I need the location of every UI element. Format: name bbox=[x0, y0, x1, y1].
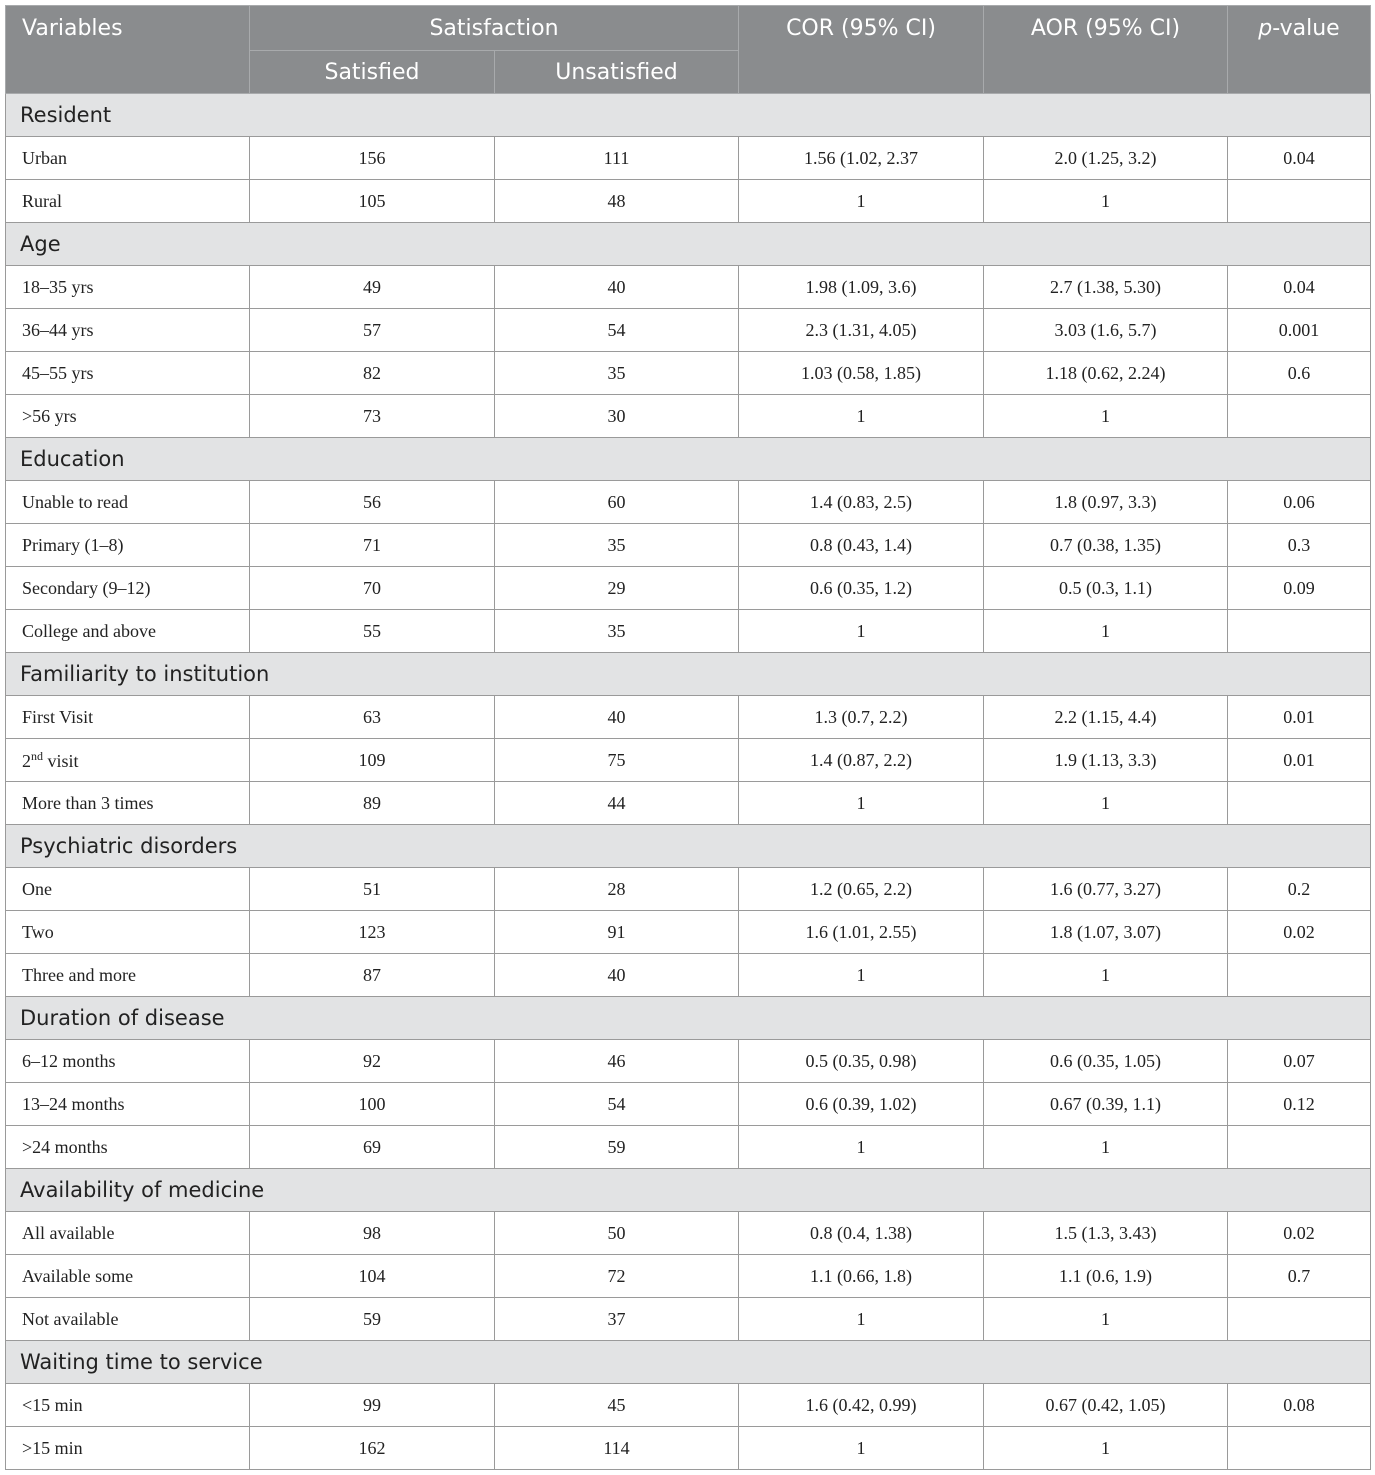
table-row bbox=[6, 352, 1371, 395]
p-value bbox=[1228, 1427, 1371, 1470]
row-label-suffix: visit bbox=[43, 750, 79, 771]
row-label-text: <15 min bbox=[22, 1394, 83, 1415]
unsatisfied-count: 35 bbox=[495, 610, 739, 653]
p-value: 0.07 bbox=[1228, 1040, 1371, 1083]
unsatisfied-count: 35 bbox=[495, 352, 739, 395]
row-label bbox=[6, 1427, 250, 1470]
aor-value: 1.9 (1.13, 3.3) bbox=[984, 739, 1228, 782]
unsatisfied-count: 30 bbox=[495, 395, 739, 438]
header-satisfaction: Satisfaction bbox=[250, 6, 739, 51]
p-value: 0.02 bbox=[1228, 1212, 1371, 1255]
p-value: 0.6 bbox=[1228, 352, 1371, 395]
row-label bbox=[6, 137, 250, 180]
table-row bbox=[6, 266, 1371, 309]
aor-value: 1 bbox=[984, 610, 1228, 653]
aor-value: 3.03 (1.6, 5.7) bbox=[984, 309, 1228, 352]
aor-value: 1.1 (0.6, 1.9) bbox=[984, 1255, 1228, 1298]
section-title: Psychiatric disorders bbox=[6, 825, 1371, 868]
aor-value: 1.18 (0.62, 2.24) bbox=[984, 352, 1228, 395]
table-row bbox=[6, 868, 1371, 911]
row-label bbox=[6, 610, 250, 653]
row-label-text: 6–12 months bbox=[22, 1050, 116, 1071]
section-row bbox=[6, 438, 1371, 481]
row-label-text: 2 bbox=[22, 750, 31, 771]
unsatisfied-count: 28 bbox=[495, 868, 739, 911]
cor-value: 1 bbox=[739, 610, 984, 653]
row-label-text: Primary (1–8) bbox=[22, 534, 124, 555]
aor-value: 0.7 (0.38, 1.35) bbox=[984, 524, 1228, 567]
table-row bbox=[6, 1126, 1371, 1169]
table-header bbox=[6, 6, 1371, 94]
p-value bbox=[1228, 954, 1371, 997]
unsatisfied-count: 35 bbox=[495, 524, 739, 567]
row-label-text: >56 yrs bbox=[22, 405, 77, 426]
unsatisfied-count: 37 bbox=[495, 1298, 739, 1341]
header-p-italic: p bbox=[1258, 16, 1273, 41]
unsatisfied-count: 111 bbox=[495, 137, 739, 180]
table-row bbox=[6, 395, 1371, 438]
aor-value: 1 bbox=[984, 1126, 1228, 1169]
section-title: Age bbox=[6, 223, 1371, 266]
row-label-text: Urban bbox=[22, 147, 67, 168]
row-label bbox=[6, 524, 250, 567]
p-value: 0.12 bbox=[1228, 1083, 1371, 1126]
section-row bbox=[6, 1341, 1371, 1384]
cor-value: 1 bbox=[739, 1427, 984, 1470]
satisfied-count: 71 bbox=[250, 524, 495, 567]
row-label bbox=[6, 782, 250, 825]
cor-value: 1 bbox=[739, 782, 984, 825]
satisfied-count: 73 bbox=[250, 395, 495, 438]
cor-value: 1.2 (0.65, 2.2) bbox=[739, 868, 984, 911]
row-label-text: 13–24 months bbox=[22, 1093, 125, 1114]
aor-value: 1.5 (1.3, 3.43) bbox=[984, 1212, 1228, 1255]
unsatisfied-count: 45 bbox=[495, 1384, 739, 1427]
aor-value: 1 bbox=[984, 1298, 1228, 1341]
satisfied-count: 162 bbox=[250, 1427, 495, 1470]
row-label bbox=[6, 868, 250, 911]
table-row bbox=[6, 137, 1371, 180]
row-label bbox=[6, 1212, 250, 1255]
cor-value: 1 bbox=[739, 180, 984, 223]
cor-value: 1.3 (0.7, 2.2) bbox=[739, 696, 984, 739]
satisfied-count: 98 bbox=[250, 1212, 495, 1255]
cor-value: 1.03 (0.58, 1.85) bbox=[739, 352, 984, 395]
p-value: 0.04 bbox=[1228, 137, 1371, 180]
table-row bbox=[6, 696, 1371, 739]
cor-value: 1.4 (0.87, 2.2) bbox=[739, 739, 984, 782]
satisfied-count: 89 bbox=[250, 782, 495, 825]
aor-value: 1 bbox=[984, 1427, 1228, 1470]
row-label bbox=[6, 395, 250, 438]
satisfied-count: 156 bbox=[250, 137, 495, 180]
unsatisfied-count: 75 bbox=[495, 739, 739, 782]
aor-value: 0.6 (0.35, 1.05) bbox=[984, 1040, 1228, 1083]
row-label bbox=[6, 696, 250, 739]
p-value: 0.2 bbox=[1228, 868, 1371, 911]
row-label-text: 18–35 yrs bbox=[22, 276, 94, 297]
p-value: 0.09 bbox=[1228, 567, 1371, 610]
row-label-text: College and above bbox=[22, 620, 156, 641]
row-label bbox=[6, 1255, 250, 1298]
cor-value: 0.6 (0.39, 1.02) bbox=[739, 1083, 984, 1126]
row-label bbox=[6, 1083, 250, 1126]
header-cor: COR (95% CI) bbox=[739, 6, 984, 94]
cor-value: 1 bbox=[739, 1126, 984, 1169]
p-value: 0.08 bbox=[1228, 1384, 1371, 1427]
row-label-text: 36–44 yrs bbox=[22, 319, 94, 340]
row-label bbox=[6, 954, 250, 997]
row-label bbox=[6, 266, 250, 309]
cor-value: 0.8 (0.43, 1.4) bbox=[739, 524, 984, 567]
row-label bbox=[6, 309, 250, 352]
aor-value: 2.2 (1.15, 4.4) bbox=[984, 696, 1228, 739]
aor-value: 1 bbox=[984, 782, 1228, 825]
row-label bbox=[6, 1040, 250, 1083]
p-value: 0.7 bbox=[1228, 1255, 1371, 1298]
table-row bbox=[6, 309, 1371, 352]
cor-value: 1 bbox=[739, 1298, 984, 1341]
row-label-text: Secondary (9–12) bbox=[22, 577, 151, 598]
section-title: Education bbox=[6, 438, 1371, 481]
row-label-text: Unable to read bbox=[22, 491, 128, 512]
aor-value: 1 bbox=[984, 954, 1228, 997]
row-label-text: One bbox=[22, 878, 52, 899]
row-label bbox=[6, 1384, 250, 1427]
unsatisfied-count: 72 bbox=[495, 1255, 739, 1298]
section-title: Resident bbox=[6, 94, 1371, 137]
p-value: 0.001 bbox=[1228, 309, 1371, 352]
section-title: Availability of medicine bbox=[6, 1169, 1371, 1212]
cor-value: 0.8 (0.4, 1.38) bbox=[739, 1212, 984, 1255]
satisfied-count: 49 bbox=[250, 266, 495, 309]
satisfied-count: 59 bbox=[250, 1298, 495, 1341]
aor-value: 1.8 (0.97, 3.3) bbox=[984, 481, 1228, 524]
table-row bbox=[6, 481, 1371, 524]
p-value bbox=[1228, 395, 1371, 438]
table-row bbox=[6, 1255, 1371, 1298]
p-value bbox=[1228, 782, 1371, 825]
unsatisfied-count: 114 bbox=[495, 1427, 739, 1470]
p-value: 0.3 bbox=[1228, 524, 1371, 567]
row-label-text: >15 min bbox=[22, 1437, 83, 1458]
satisfied-count: 70 bbox=[250, 567, 495, 610]
row-label-superscript: nd bbox=[31, 748, 43, 763]
row-label bbox=[6, 567, 250, 610]
table-row bbox=[6, 954, 1371, 997]
header-p-value bbox=[1228, 6, 1371, 94]
section-title: Familiarity to institution bbox=[6, 653, 1371, 696]
p-value bbox=[1228, 180, 1371, 223]
table-row bbox=[6, 524, 1371, 567]
satisfied-count: 63 bbox=[250, 696, 495, 739]
satisfied-count: 92 bbox=[250, 1040, 495, 1083]
header-satisfied: Satisfied bbox=[250, 51, 495, 94]
row-label-text: First Visit bbox=[22, 706, 94, 727]
row-label bbox=[6, 739, 250, 782]
aor-value: 1 bbox=[984, 180, 1228, 223]
header-variables: Variables bbox=[6, 6, 250, 94]
section-row bbox=[6, 653, 1371, 696]
table-row bbox=[6, 567, 1371, 610]
row-label-text: Not available bbox=[22, 1308, 119, 1329]
satisfied-count: 57 bbox=[250, 309, 495, 352]
table-row bbox=[6, 782, 1371, 825]
aor-value: 1.6 (0.77, 3.27) bbox=[984, 868, 1228, 911]
table-row bbox=[6, 739, 1371, 782]
header-unsatisfied: Unsatisfied bbox=[495, 51, 739, 94]
table-row bbox=[6, 1298, 1371, 1341]
satisfied-count: 109 bbox=[250, 739, 495, 782]
p-value bbox=[1228, 1298, 1371, 1341]
cor-value: 1.1 (0.66, 1.8) bbox=[739, 1255, 984, 1298]
unsatisfied-count: 54 bbox=[495, 309, 739, 352]
section-row bbox=[6, 94, 1371, 137]
row-label-text: All available bbox=[22, 1222, 115, 1243]
p-value: 0.01 bbox=[1228, 696, 1371, 739]
row-label-text: 45–55 yrs bbox=[22, 362, 94, 383]
row-label bbox=[6, 911, 250, 954]
cor-value: 1.56 (1.02, 2.37 bbox=[739, 137, 984, 180]
aor-value: 2.7 (1.38, 5.30) bbox=[984, 266, 1228, 309]
satisfied-count: 56 bbox=[250, 481, 495, 524]
satisfied-count: 82 bbox=[250, 352, 495, 395]
row-label bbox=[6, 1126, 250, 1169]
aor-value: 2.0 (1.25, 3.2) bbox=[984, 137, 1228, 180]
section-row bbox=[6, 825, 1371, 868]
table-row bbox=[6, 1083, 1371, 1126]
aor-value: 0.67 (0.39, 1.1) bbox=[984, 1083, 1228, 1126]
unsatisfied-count: 48 bbox=[495, 180, 739, 223]
unsatisfied-count: 54 bbox=[495, 1083, 739, 1126]
table-row bbox=[6, 1212, 1371, 1255]
row-label-text: >24 months bbox=[22, 1136, 108, 1157]
satisfied-count: 51 bbox=[250, 868, 495, 911]
row-label-text: Available some bbox=[22, 1265, 134, 1286]
table-row bbox=[6, 911, 1371, 954]
unsatisfied-count: 60 bbox=[495, 481, 739, 524]
section-row bbox=[6, 223, 1371, 266]
table-row bbox=[6, 1427, 1371, 1470]
unsatisfied-count: 50 bbox=[495, 1212, 739, 1255]
cor-value: 0.6 (0.35, 1.2) bbox=[739, 567, 984, 610]
row-label-text: Two bbox=[22, 921, 54, 942]
p-value: 0.01 bbox=[1228, 739, 1371, 782]
aor-value: 0.67 (0.42, 1.05) bbox=[984, 1384, 1228, 1427]
aor-value: 0.5 (0.3, 1.1) bbox=[984, 567, 1228, 610]
row-label bbox=[6, 481, 250, 524]
satisfied-count: 99 bbox=[250, 1384, 495, 1427]
table-row bbox=[6, 610, 1371, 653]
unsatisfied-count: 59 bbox=[495, 1126, 739, 1169]
cor-value: 1.4 (0.83, 2.5) bbox=[739, 481, 984, 524]
table-row bbox=[6, 1384, 1371, 1427]
p-value bbox=[1228, 1126, 1371, 1169]
section-row bbox=[6, 997, 1371, 1040]
section-row bbox=[6, 1169, 1371, 1212]
aor-value: 1 bbox=[984, 395, 1228, 438]
cor-value: 0.5 (0.35, 0.98) bbox=[739, 1040, 984, 1083]
p-value: 0.02 bbox=[1228, 911, 1371, 954]
unsatisfied-count: 44 bbox=[495, 782, 739, 825]
section-title: Duration of disease bbox=[6, 997, 1371, 1040]
satisfied-count: 123 bbox=[250, 911, 495, 954]
row-label-text: Rural bbox=[22, 190, 62, 211]
row-label bbox=[6, 180, 250, 223]
satisfaction-table bbox=[5, 5, 1371, 1470]
p-value: 0.04 bbox=[1228, 266, 1371, 309]
satisfied-count: 69 bbox=[250, 1126, 495, 1169]
satisfied-count: 100 bbox=[250, 1083, 495, 1126]
unsatisfied-count: 91 bbox=[495, 911, 739, 954]
header-p-rest: -value bbox=[1272, 16, 1340, 41]
satisfied-count: 105 bbox=[250, 180, 495, 223]
cor-value: 2.3 (1.31, 4.05) bbox=[739, 309, 984, 352]
aor-value: 1.8 (1.07, 3.07) bbox=[984, 911, 1228, 954]
satisfied-count: 55 bbox=[250, 610, 495, 653]
unsatisfied-count: 29 bbox=[495, 567, 739, 610]
cor-value: 1.6 (1.01, 2.55) bbox=[739, 911, 984, 954]
cor-value: 1.6 (0.42, 0.99) bbox=[739, 1384, 984, 1427]
row-label bbox=[6, 1298, 250, 1341]
section-title: Waiting time to service bbox=[6, 1341, 1371, 1384]
unsatisfied-count: 40 bbox=[495, 696, 739, 739]
unsatisfied-count: 40 bbox=[495, 266, 739, 309]
unsatisfied-count: 40 bbox=[495, 954, 739, 997]
header-aor: AOR (95% CI) bbox=[984, 6, 1228, 94]
p-value bbox=[1228, 610, 1371, 653]
table-row bbox=[6, 180, 1371, 223]
table-row bbox=[6, 1040, 1371, 1083]
cor-value: 1 bbox=[739, 954, 984, 997]
row-label bbox=[6, 352, 250, 395]
unsatisfied-count: 46 bbox=[495, 1040, 739, 1083]
p-value: 0.06 bbox=[1228, 481, 1371, 524]
cor-value: 1.98 (1.09, 3.6) bbox=[739, 266, 984, 309]
satisfied-count: 87 bbox=[250, 954, 495, 997]
table-body bbox=[6, 94, 1371, 1470]
row-label-text: Three and more bbox=[22, 964, 136, 985]
satisfied-count: 104 bbox=[250, 1255, 495, 1298]
cor-value: 1 bbox=[739, 395, 984, 438]
row-label-text: More than 3 times bbox=[22, 792, 154, 813]
